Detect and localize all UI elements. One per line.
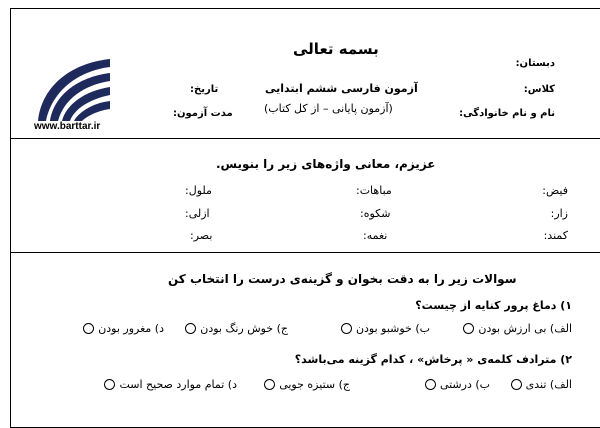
vocab-divider <box>10 252 600 253</box>
option-label: الف) بی ارزش بودن <box>478 322 572 335</box>
header-divider <box>10 138 600 139</box>
vocab-item: کمند: <box>543 229 568 242</box>
vocab-item: زار: <box>550 207 568 220</box>
mc-instruction: سوالات زیر را به دقت بخوان و گزینه‌ی درست را انتخاب کن <box>168 272 517 286</box>
page-title: بسمه تعالی <box>293 40 379 58</box>
student-name-label: نام و نام خانوادگی: <box>459 108 555 119</box>
vocab-item: نغمه: <box>363 229 388 242</box>
option-label: ب) خوشبو بودن <box>355 322 430 335</box>
answer-option[interactable] <box>264 378 350 391</box>
vocab-item: ازلی: <box>185 207 210 220</box>
radio-circle-icon[interactable] <box>341 323 352 334</box>
vocab-item: بصر: <box>190 229 213 242</box>
option-label: د) مغرور بودن <box>98 322 164 335</box>
answer-option[interactable] <box>185 322 288 335</box>
radio-circle-icon[interactable] <box>83 323 94 334</box>
radio-circle-icon[interactable] <box>425 379 436 390</box>
radio-circle-icon[interactable] <box>463 323 474 334</box>
class-label: کلاس: <box>523 84 555 95</box>
radio-circle-icon[interactable] <box>104 379 115 390</box>
vocab-item: شکوه: <box>360 207 391 220</box>
barttar-logo-icon <box>32 55 112 127</box>
vocab-item: فیض: <box>542 184 568 197</box>
answer-option[interactable] <box>463 322 572 335</box>
answer-option[interactable] <box>425 378 490 391</box>
option-label: الف) تندی <box>525 378 572 391</box>
question-text: ۲) مترادف کلمه‌ی « پرخاش» ، کدام گزینه می‌باشد؟ <box>294 353 572 366</box>
duration-label: مدت آزمون: <box>173 108 233 119</box>
option-label: ب) درشتی <box>439 378 490 391</box>
exam-title: آزمون فارسی ششم ابتدایی <box>265 82 418 95</box>
school-label: دبستان: <box>515 58 555 69</box>
option-label: ج) خوش رنگ بودن <box>200 322 288 335</box>
radio-circle-icon[interactable] <box>511 379 522 390</box>
website-link[interactable]: www.barttar.ir <box>34 121 101 132</box>
vocab-item: ملول: <box>185 184 212 197</box>
radio-circle-icon[interactable] <box>264 379 275 390</box>
exam-subtitle: (آزمون پایانی – از کل کتاب) <box>264 102 393 115</box>
answer-option[interactable] <box>341 322 430 335</box>
option-label: د) تمام موارد صحیح است <box>119 378 237 391</box>
answer-option[interactable] <box>83 322 164 335</box>
option-label: ج) ستیزه جویی <box>279 378 350 391</box>
date-label: تاریخ: <box>190 84 219 95</box>
answer-option[interactable] <box>104 378 237 391</box>
vocab-item: مباهات: <box>356 184 392 197</box>
vocabulary-instruction: عزیزم، معانی واژه‌های زیر را بنویس. <box>216 157 436 171</box>
answer-option[interactable] <box>511 378 572 391</box>
radio-circle-icon[interactable] <box>185 323 196 334</box>
question-text: ۱) دماغ پرور کنایه از چیست؟ <box>415 299 572 312</box>
